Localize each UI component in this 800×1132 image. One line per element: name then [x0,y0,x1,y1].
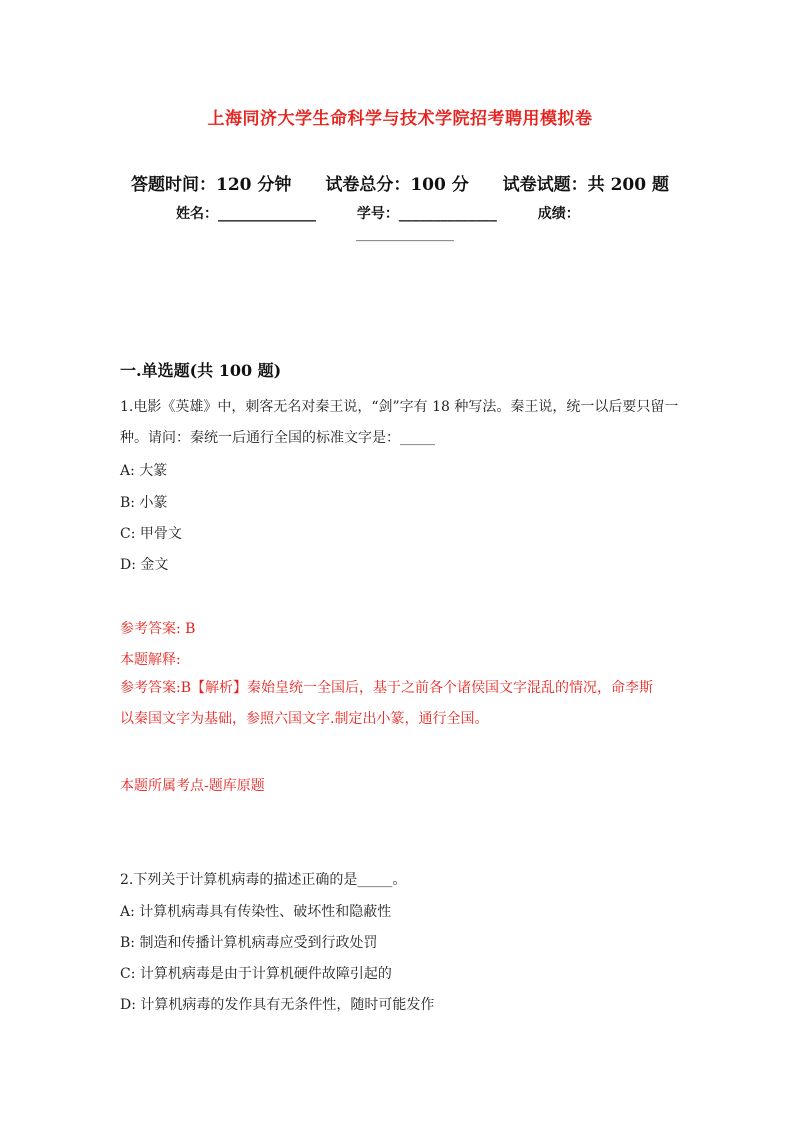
question-2-option-b: B: 制造和传播计算机病毒应受到行政处罚 [120,935,378,951]
exam-question-count: 试卷试题：共 200 题 [502,175,669,195]
question-1-option-a: A: 大篆 [120,463,168,479]
exam-total-score: 试卷总分：100 分 [325,175,469,195]
score-blank: ______________ [356,226,454,242]
name-field: 姓名：______________ [176,206,316,222]
score-field: 成绩： [537,206,580,222]
exam-time: 答题时间：120 分钟 [131,175,292,195]
id-field: 学号：______________ [356,206,497,222]
question-1-option-c: C: 甲骨文 [120,526,182,542]
question-1-explanation-label: 本题解释: [120,652,181,668]
question-2-option-d: D: 计算机病毒的发作具有无条件性，随时可能发作 [120,997,435,1013]
exam-title: 上海同济大学生命科学与技术学院招考聘用模拟卷 [207,109,593,129]
question-1-option-b: B: 小篆 [120,495,168,511]
question-2-option-a: A: 计算机病毒具有传染性、破坏性和隐蔽性 [120,904,392,920]
question-1-answer: 参考答案: B [120,621,196,637]
question-1-source: 本题所属考点-题库原题 [120,778,265,794]
question-1-explanation: 参考答案:B【解析】秦始皇统一全国后，基于之前各个诸侯国文字混乱的情况，命李斯以秦国文字为基础，参照六国文字.制定出小篆，通行全国。 [120,680,654,727]
question-1-option-d: D: 金文 [120,557,169,573]
question-1-text: 1.电影《英雄》中，刺客无名对秦王说，“剑”字有 18 种写法。秦王说，统一以后要只留一种。请问：秦统一后通行全国的标准文字是：_____ [120,399,679,446]
section-title: 一.单选题(共 100 题) [120,361,282,380]
student-fields [176,203,616,223]
question-2-option-c: C: 计算机病毒是由于计算机硬件故障引起的 [120,966,392,982]
question-2-text: 2.下列关于计算机病毒的描述正确的是_____。 [120,872,407,888]
exam-meta [0,170,800,195]
